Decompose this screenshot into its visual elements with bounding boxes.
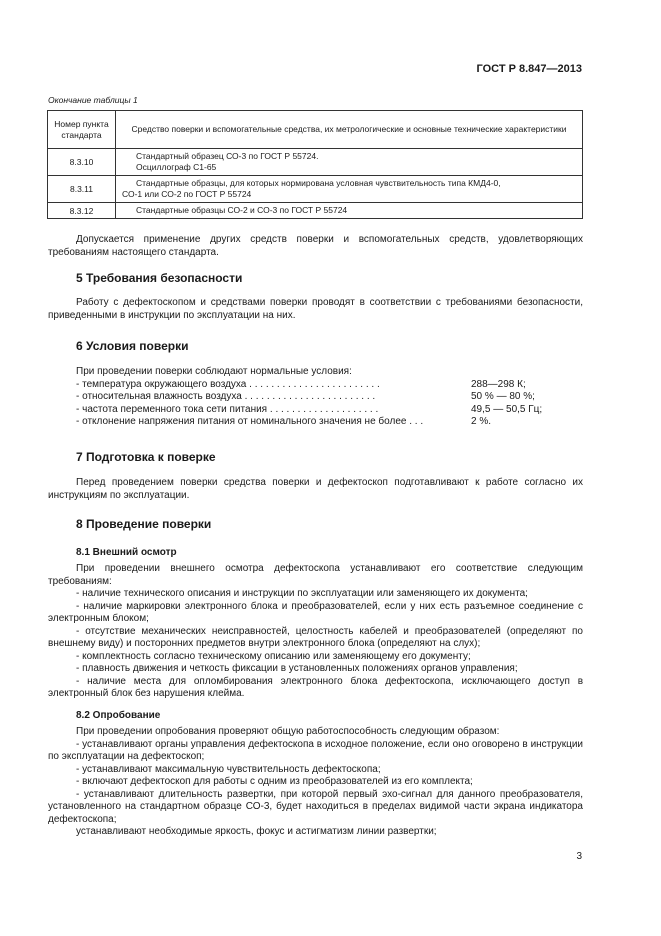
row-line: Стандартный образец СО-3 по ГОСТ Р 55724. bbox=[136, 151, 319, 161]
section-5-title: 5 Требования безопасности bbox=[76, 271, 243, 285]
condition-leader: . . . . . . . . . . . . . . . . . . . . bbox=[267, 403, 379, 415]
header-clause-number: Номер пункта стандарта bbox=[48, 111, 116, 149]
section-6-title: 6 Условия поверки bbox=[76, 339, 189, 353]
list-item: устанавливают необходимые яркость, фокус и астигматизм линии развертки; bbox=[76, 826, 437, 837]
list-item: - наличие маркировки электронного блока и преобразователей, если у них есть разъемное соединение с электронным блоком; bbox=[48, 600, 583, 624]
intro-paragraph bbox=[48, 234, 583, 259]
list-item: - устанавливают максимальную чувствительность дефектоскопа; bbox=[76, 763, 381, 775]
subsection-8-2-lead: При проведении опробования проверяют общую работоспособность следующим образом: bbox=[76, 726, 500, 737]
section-7-title: 7 Подготовка к поверке bbox=[76, 450, 216, 464]
condition-value: 288—298 К; bbox=[471, 378, 526, 390]
condition-leader: . . . . . . . . . . . . . . . . . . . . . . . . bbox=[246, 378, 380, 390]
list-item: - устанавливают длительность развертки, при которой первый эхо-сигнал для данного преобразователя, установленного на стандартном образце СО-3, будет находиться в пределах видимой части экрана индикатора дефектоскопа; bbox=[48, 788, 583, 825]
section-7-body bbox=[48, 477, 583, 502]
section-6-body bbox=[48, 366, 583, 429]
section-6-lead: При проведении поверки соблюдают нормальные условия: bbox=[76, 366, 352, 377]
row-means-description bbox=[116, 149, 583, 176]
subsection-8-2-body bbox=[48, 726, 583, 839]
condition-value: 2 %. bbox=[471, 416, 492, 427]
list-item: - включают дефектоскоп для работы с одним из преобразователей из его комплекта; bbox=[76, 776, 473, 787]
verification-means-table bbox=[47, 110, 583, 219]
subsection-8-1-body bbox=[48, 563, 583, 701]
row-clause-number: 8.3.10 bbox=[48, 149, 116, 176]
section-5-body bbox=[48, 297, 583, 322]
list-item: - наличие технического описания и инструкции по эксплуатации или заменяющего их документа; bbox=[76, 588, 528, 599]
list-item: - устанавливают органы управления дефектоскопа в исходное положение, если оно оговорено в инструкции по эксплуатации на дефектоскоп; bbox=[48, 738, 583, 762]
table-caption: Окончание таблицы 1 bbox=[48, 95, 138, 105]
list-item: - наличие места для опломбирования электронного блока дефектоскопа, исключающего доступ в электронный блок без нарушения клейма. bbox=[48, 675, 583, 699]
condition-value: 49,5 — 50,5 Гц; bbox=[471, 403, 543, 415]
row-means-description bbox=[116, 203, 583, 219]
table-row bbox=[48, 203, 583, 219]
intro-text: Допускается применение других средств поверки и вспомогательных средств, удовлетворяющих требованиям настоящего стандарта. bbox=[48, 234, 583, 258]
list-item: - плавность движения и четкость фиксации в установленных положениях органов управления; bbox=[76, 663, 518, 674]
condition-value: 50 % — 80 %; bbox=[471, 391, 535, 402]
table-row bbox=[48, 176, 583, 203]
subsection-8-1-title: 8.1 Внешний осмотр bbox=[76, 547, 177, 558]
subsection-8-1-lead: При проведении внешнего осмотра дефектоскопа устанавливают его соответствие следующим требованиям: bbox=[48, 563, 583, 587]
section-5-text: Работу с дефектоскопом и средствами поверки проводят в соответствии с требованиями безопасности, приведенными в инструкции по эксплуатации на них. bbox=[48, 297, 583, 321]
condition-row bbox=[48, 416, 583, 429]
condition-row bbox=[48, 379, 583, 392]
table-row bbox=[48, 149, 583, 176]
condition-row bbox=[48, 404, 583, 417]
row-line: СО-1 или СО-2 по ГОСТ Р 55724 bbox=[122, 189, 252, 199]
subsection-8-2-title: 8.2 Опробование bbox=[76, 710, 161, 721]
standard-code: ГОСТ Р 8.847—2013 bbox=[476, 63, 582, 75]
condition-leader: . . . bbox=[406, 416, 424, 427]
condition-label: - частота переменного тока сети питания bbox=[76, 403, 268, 415]
condition-leader: . . . . . . . . . . . . . . . . . . . . . . . . bbox=[241, 391, 376, 402]
row-means-description bbox=[116, 176, 583, 203]
page-number: 3 bbox=[576, 851, 582, 862]
condition-row bbox=[48, 391, 583, 404]
header-means-description: Средство поверки и вспомогательные средства, их метрологические и основные технические характеристики bbox=[116, 111, 583, 149]
list-item: - комплектность согласно техническому описанию или заменяющему его документу; bbox=[76, 650, 471, 662]
row-line: Стандартные образцы, для которых нормирована условная чувствительность типа КМД4-0, bbox=[136, 178, 501, 188]
row-line: Осциллограф С1-65 bbox=[136, 162, 217, 172]
condition-label: - отклонение напряжения питания от номинального значения не более bbox=[76, 416, 407, 427]
table-header-row bbox=[48, 111, 583, 149]
list-item: - отсутствие механических неисправностей, целостность кабелей и преобразователей (определяют по внешнему виду) и посторонних предметов внутри электронного блока (определяют на слух); bbox=[48, 625, 583, 649]
row-clause-number: 8.3.12 bbox=[48, 203, 116, 219]
row-clause-number: 8.3.11 bbox=[48, 176, 116, 203]
section-7-text: Перед проведением поверки средства поверки и дефектоскоп подготавливают к работе согласно их инструкциям по эксплуатации. bbox=[48, 477, 583, 501]
condition-label: - температура окружающего воздуха bbox=[76, 378, 247, 390]
condition-label: - относительная влажность воздуха bbox=[76, 391, 242, 402]
row-line: Стандартные образцы СО-2 и СО-3 по ГОСТ Р 55724 bbox=[136, 205, 348, 215]
section-8-title: 8 Проведение поверки bbox=[76, 517, 212, 531]
